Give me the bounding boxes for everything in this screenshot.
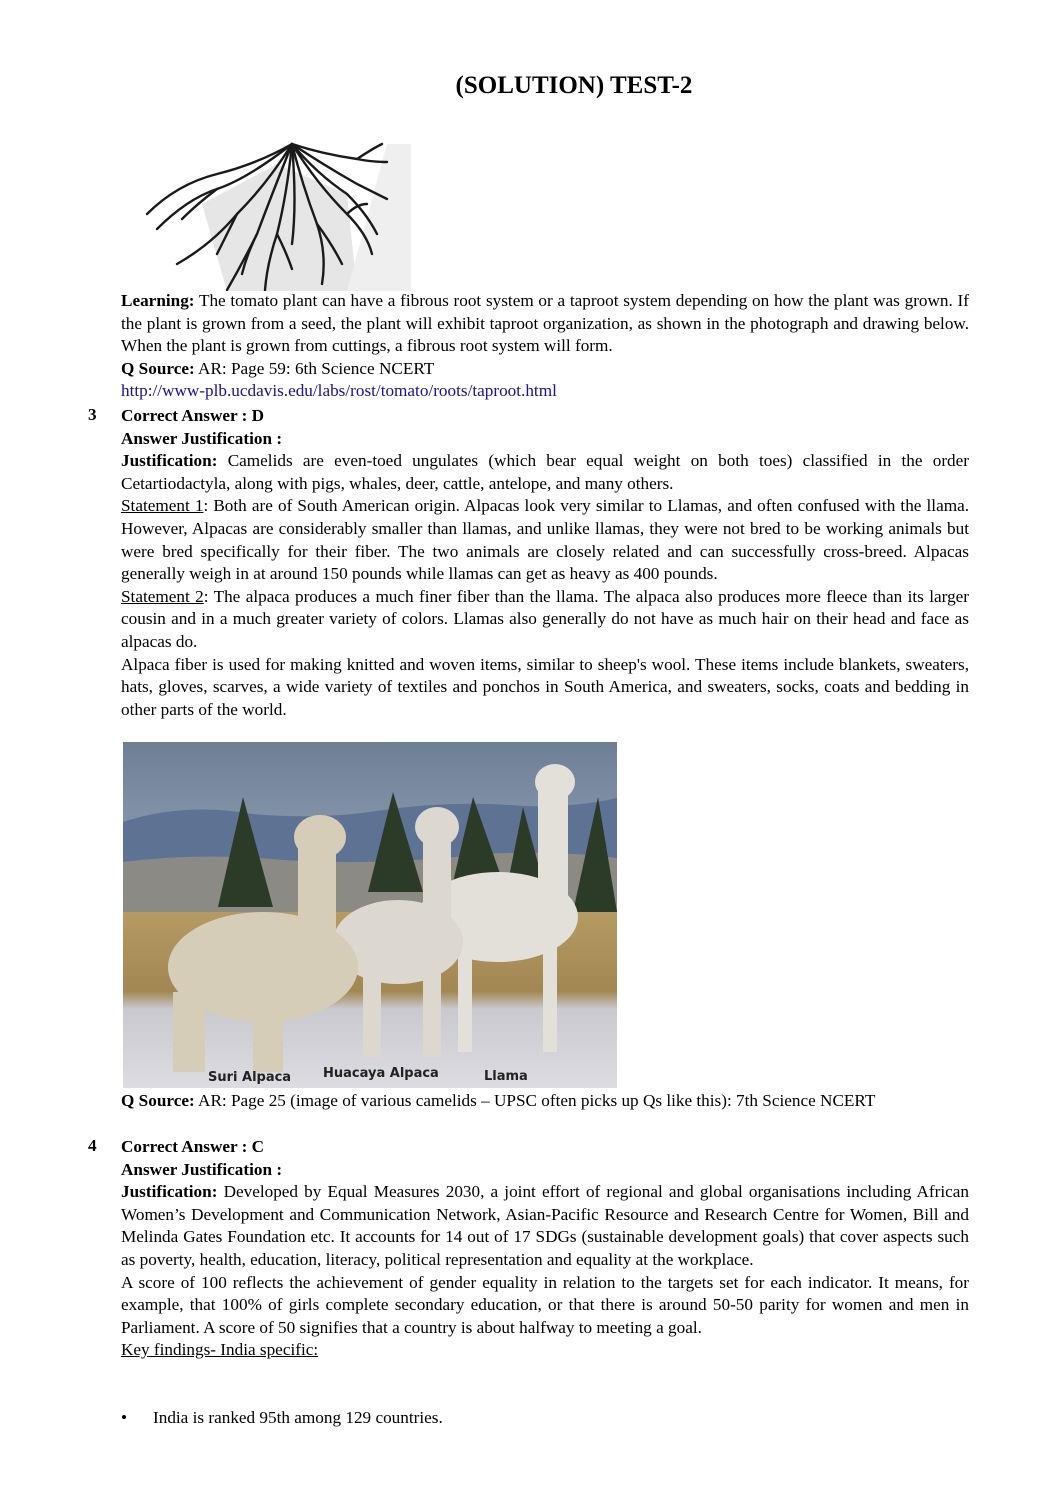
question-number: 3 (88, 405, 97, 424)
answer-justification-heading: Answer Justification : (121, 428, 283, 448)
camelids-photo (123, 742, 617, 1088)
q4-section (121, 1136, 969, 1362)
correct-answer: Correct Answer : D (121, 406, 265, 425)
justification-paragraph: Justification: Camelids are even-toed ungulates (which bear equal weight on both toes) classified in the order Cetartiodactyla, along with pigs, whales, deer, cattle, antelope, and many others. (121, 451, 969, 493)
page-title: (SOLUTION) TEST-2 (455, 72, 693, 99)
score-paragraph: A score of 100 reflects the achievement of gender equality in relation to the targets set for each indicator. It means, for example, that 100% of girls complete secondary education, or that there is around 50-50 parity for women and men in Parliament. A score of 50 signifies that a country is about halfway to meeting a goal. (121, 1272, 969, 1337)
taproot-reference-link[interactable]: http://www-plb.ucdavis.edu/labs/rost/tomato/roots/taproot.html (121, 381, 557, 401)
q2-learning-section (121, 290, 969, 403)
question-number: 4 (88, 1136, 97, 1155)
statement-2-paragraph: Statement 2: The alpaca produces a much finer fiber than the llama. The alpaca also produces more fleece than its larger cousin and in a much greater variety of colors. Llamas also generally do not have as much hair on their head and face as alpacas do. (121, 586, 970, 651)
bullet-icon: • (121, 1408, 128, 1427)
answer-justification-heading: Answer Justification : (121, 1159, 283, 1179)
statement-1-paragraph: Statement 1: Both are of South American origin. Alpacas look very similar to Llamas, and often confused with the llama. However, Alpacas are considerably smaller than llamas, and unlike llamas, they were not bred to be working animals but were bred specifically for their fiber. The two animals are closely related and can successfully cross-breed. Alpacas generally weigh in at around 150 pounds while llamas can get as heavy as 400 pounds. (121, 496, 970, 584)
q3-section (121, 405, 969, 721)
fiber-paragraph: Alpaca fiber is used for making knitted and woven items, similar to sheep's wool. These items include blankets, sweaters, hats, gloves, scarves, a wide variety of textiles and ponchos in South America, and sweaters, socks, coats and bedding in other parts of the world. (121, 654, 969, 719)
caption-huacaya-alpaca: Huacaya Alpaca (323, 1066, 439, 1081)
caption-llama: Llama (484, 1069, 528, 1084)
learning-paragraph: Learning: The tomato plant can have a fibrous root system or a taproot system depending on how the plant was grown. If the plant is grown from a seed, the plant will exhibit taproot organization, as shown in the photograph and drawing below. When the plant is grown from cuttings, a fibrous root system will form. (121, 291, 969, 356)
correct-answer: Correct Answer : C (121, 1137, 265, 1156)
key-findings-heading: Key findings- India specific: (121, 1340, 319, 1360)
q2-source: Q Source: AR: Page 59: 6th Science NCERT (121, 358, 435, 378)
q3-source: Q Source: AR: Page 25 (image of various camelids – UPSC often picks up Qs like this): 7th Science NCERT (121, 1091, 876, 1110)
justification-paragraph: Justification: Developed by Equal Measures 2030, a joint effort of regional and global organisations including African Women’s Development and Communication Network, Asian-Pacific Resource and Research Centre for Women, Bill and Melinda Gates Foundation etc. It accounts for 14 out of 17 SDGs (sustainable development goals) that cover aspects such as poverty, health, education, literacy, political representation and equality at the workplace. (121, 1182, 969, 1269)
fibrous-root-drawing (117, 104, 411, 291)
caption-suri-alpaca: Suri Alpaca (208, 1070, 292, 1085)
